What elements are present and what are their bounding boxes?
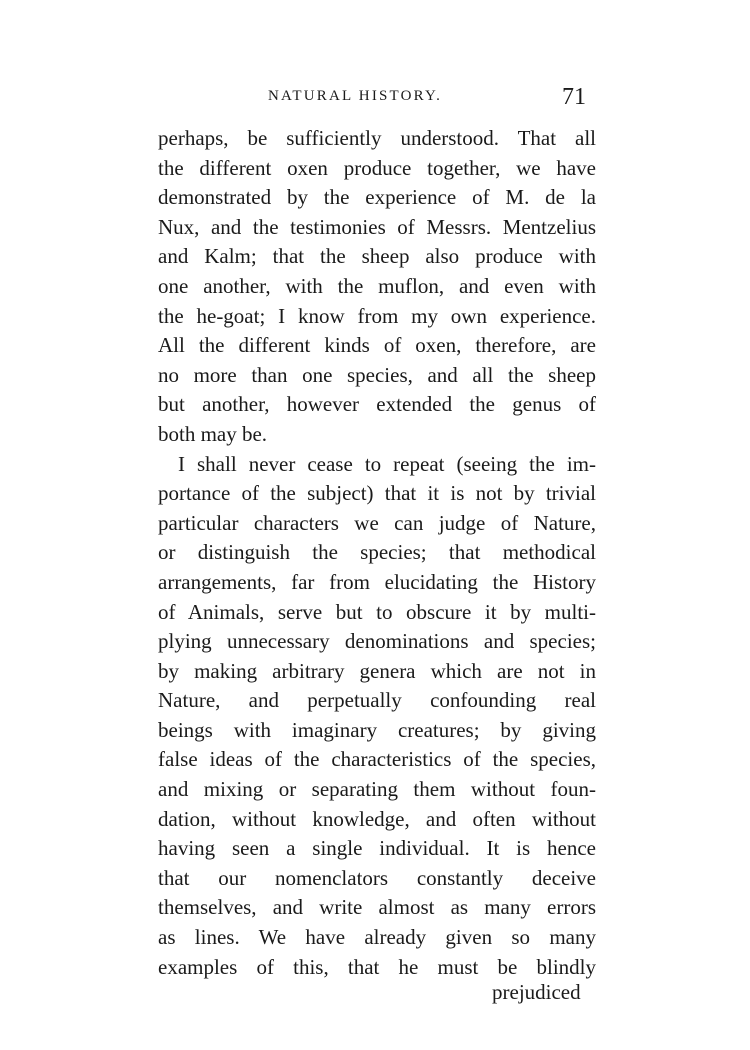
text-line: Nux, and the testimonies of Messrs. Mentzelius	[158, 214, 596, 239]
text-line: of Animals, serve but to obscure it by multi-	[158, 599, 596, 624]
body-text	[158, 124, 596, 982]
text-line: arrangements, far from elucidating the History	[158, 569, 596, 594]
text-line: portance of the subject) that it is not by trivial	[158, 481, 596, 506]
text-line: beings with imaginary creatures; by giving	[158, 717, 596, 742]
text-line: plying unnecessary denominations and species;	[158, 629, 596, 654]
text-line: Nature, and perpetually confounding real	[158, 688, 596, 713]
text-line: one another, with the muflon, and even with	[158, 273, 596, 298]
text-line: but another, however extended the genus of	[158, 392, 596, 417]
text-line: and mixing or separating them without foun-	[158, 777, 596, 802]
text-line: particular characters we can judge of Nature,	[158, 510, 596, 535]
text-line: as lines. We have already given so many	[158, 925, 596, 950]
text-line: or distinguish the species; that methodical	[158, 540, 596, 565]
text-line: themselves, and write almost as many errors	[158, 895, 596, 920]
text-line: perhaps, be sufficiently understood. That all	[158, 126, 596, 150]
text-line: by making arbitrary genera which are not in	[158, 658, 596, 683]
paragraph-first-line: I shall never cease to repeat (seeing the im-	[178, 451, 596, 476]
text-line: All the different kinds of oxen, therefore, are	[158, 333, 596, 358]
text-line: having seen a single individual. It is hence	[158, 836, 596, 861]
text-line: false ideas of the characteristics of the species,	[158, 747, 596, 772]
paragraph-end-line: both may be.	[158, 421, 268, 446]
text-line: and Kalm; that the sheep also produce with	[158, 244, 596, 269]
text-line: examples of this, that he must be blindly	[158, 954, 596, 979]
text-line: no more than one species, and all the sheep	[158, 362, 596, 387]
text-line: the he-goat; I know from my own experience.	[158, 303, 596, 328]
text-line: that our nomenclators constantly deceive	[158, 865, 596, 890]
catchword: prejudiced	[492, 980, 581, 1004]
running-title: NATURAL HISTORY.	[268, 88, 443, 104]
text-line: the different oxen produce together, we have	[158, 155, 596, 180]
text-line: demonstrated by the experience of M. de la	[158, 185, 596, 210]
page-number: 71	[562, 84, 586, 110]
text-line: dation, without knowledge, and often without	[158, 806, 596, 831]
